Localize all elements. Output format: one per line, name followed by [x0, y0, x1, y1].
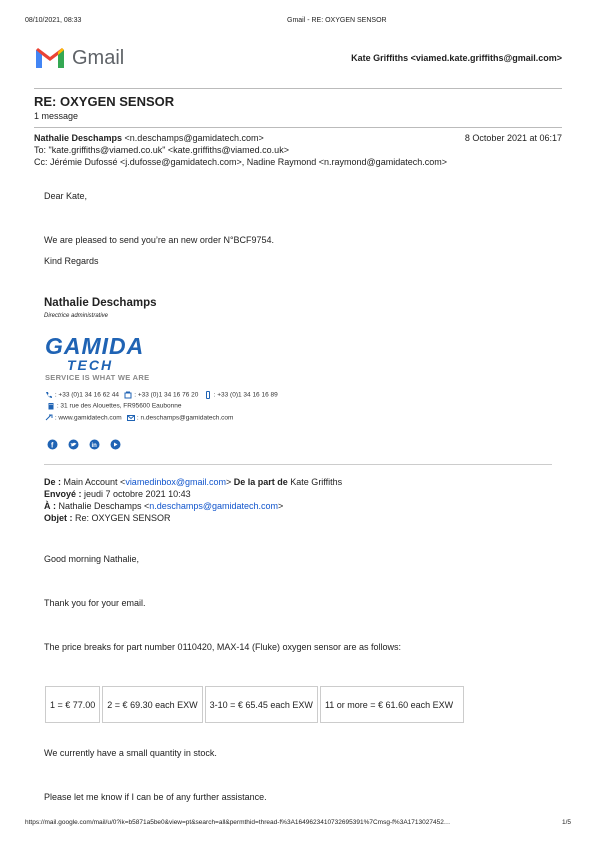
gmail-logo-text: Gmail [72, 47, 125, 69]
signature-contacts [45, 391, 278, 399]
twitter-icon[interactable] [69, 440, 79, 450]
price-table [43, 684, 466, 725]
svg-text:in: in [91, 443, 97, 449]
quoted-from-value: Main Account < [61, 477, 126, 487]
price-cell: 2 = € 69.30 each EXW [102, 686, 202, 723]
quoted-subject-line [44, 513, 171, 523]
signature-title: Directrice administrative [44, 313, 109, 319]
quoted-to-email[interactable]: n.deschamps@gamidatech.com [149, 501, 278, 511]
message-cc: Cc: Jérémie Dufossé <j.dufosse@gamidatech.com>, Nadine Raymond <n.raymond@gamidatech.com> [34, 157, 447, 167]
message-count: 1 message [34, 111, 79, 121]
quoted-subject-label: Objet : [44, 513, 73, 523]
quoted-thanks: Thank you for your email. [44, 598, 146, 608]
message-date: 8 October 2021 at 06:17 [464, 133, 562, 143]
thread-subject: RE: OXYGEN SENSOR [34, 94, 175, 109]
print-url: https://mail.google.com/mail/u/0?ik=b5871a5be0&view=pt&search=all&permthid=thread-f%3A1649623410732695391%7Cmsg-f%3A1713027452… [25, 819, 451, 826]
message-to: To: "kate.griffiths@viamed.co.uk" <kate.griffiths@viamed.co.uk> [34, 145, 289, 155]
linkedin-icon[interactable] [90, 440, 100, 450]
mobile-text: : +33 (0)1 34 16 16 89 [213, 391, 278, 399]
signature-web [45, 414, 233, 422]
quoted-from-tail: > [226, 477, 232, 487]
price-cell: 1 = € 77.00 [45, 686, 100, 723]
youtube-icon[interactable] [111, 440, 121, 450]
quoted-from-line [44, 477, 342, 487]
print-title: Gmail - RE: OXYGEN SENSOR [287, 17, 387, 24]
price-cell: 3-10 = € 65.45 each EXW [205, 686, 318, 723]
print-datetime: 08/10/2021, 08:33 [25, 17, 82, 24]
divider [34, 88, 562, 89]
quoted-from-email[interactable]: viamedinbox@gmail.com [125, 477, 226, 487]
body-order-line: We are pleased to send you’re an new order N°BCF9754. [44, 235, 275, 245]
gamida-logo-line1: GAMIDA [45, 333, 145, 359]
email-text[interactable]: : n.deschamps@gamidatech.com [136, 414, 234, 422]
website-text[interactable]: : www.gamidatech.com [54, 414, 122, 422]
signature-address [47, 402, 182, 410]
fax-text: : +33 (0)1 34 16 76 20 [134, 391, 199, 399]
gmail-logo-icon[interactable] [34, 46, 66, 75]
gamida-logo [45, 334, 160, 386]
mobile-icon [204, 391, 212, 399]
signature-name: Nathalie Deschamps [44, 297, 157, 309]
gamida-logo-line2: TECH [67, 357, 114, 373]
quoted-to-value: Nathalie Deschamps < [56, 501, 150, 511]
quoted-to-line [44, 501, 283, 511]
price-cell: 11 or more = € 61.60 each EXW [320, 686, 464, 723]
mail-icon [127, 414, 135, 422]
quoted-to-tail: > [278, 501, 284, 511]
quoted-greeting: Good morning Nathalie, [44, 554, 140, 564]
quoted-onbehalf-value: Kate Griffiths [287, 477, 343, 487]
phone-icon [45, 391, 53, 399]
address-text: : 31 rue des Alouettes, FR95600 Eaubonne [56, 402, 182, 410]
svg-text:f: f [51, 442, 54, 450]
message-from [34, 133, 264, 143]
building-icon [47, 402, 55, 410]
quoted-sent-line [44, 489, 191, 499]
divider [34, 127, 562, 128]
from-name: Nathalie Deschamps [34, 133, 123, 143]
phone-text: : +33 (0)1 34 16 62 44 [54, 391, 119, 399]
link-icon [45, 414, 53, 422]
quoted-price-intro: The price breaks for part number 0110420, MAX-14 (Fluke) oxygen sensor are as follows: [44, 642, 402, 652]
quoted-stock: We currently have a small quantity in stock. [44, 748, 217, 758]
quoted-sent-label: Envoyé : [44, 489, 82, 499]
fax-icon [124, 391, 132, 399]
quoted-from-label: De : [44, 477, 62, 487]
quoted-subject-value: Re: OXYGEN SENSOR [72, 513, 171, 523]
body-closing: Kind Regards [44, 256, 99, 266]
facebook-icon[interactable] [48, 440, 58, 450]
account-label: Kate Griffiths <viamed.kate.griffiths@gmail.com> [351, 53, 562, 63]
from-email: <n.deschamps@gamidatech.com> [122, 133, 264, 143]
quoted-onbehalf-label: De la part de [231, 477, 288, 487]
print-page-number: 1/5 [561, 819, 571, 826]
body-greeting: Dear Kate, [44, 191, 88, 201]
quoted-sent-value: jeudi 7 octobre 2021 10:43 [81, 489, 191, 499]
quoted-assist: Please let me know if I can be of any further assistance. [44, 792, 267, 802]
gamida-logo-tagline: SERVICE IS WHAT WE ARE [45, 373, 150, 382]
quoted-to-label: À : [44, 501, 56, 511]
divider [44, 464, 552, 465]
social-icons [47, 437, 127, 455]
table-row [45, 686, 464, 723]
